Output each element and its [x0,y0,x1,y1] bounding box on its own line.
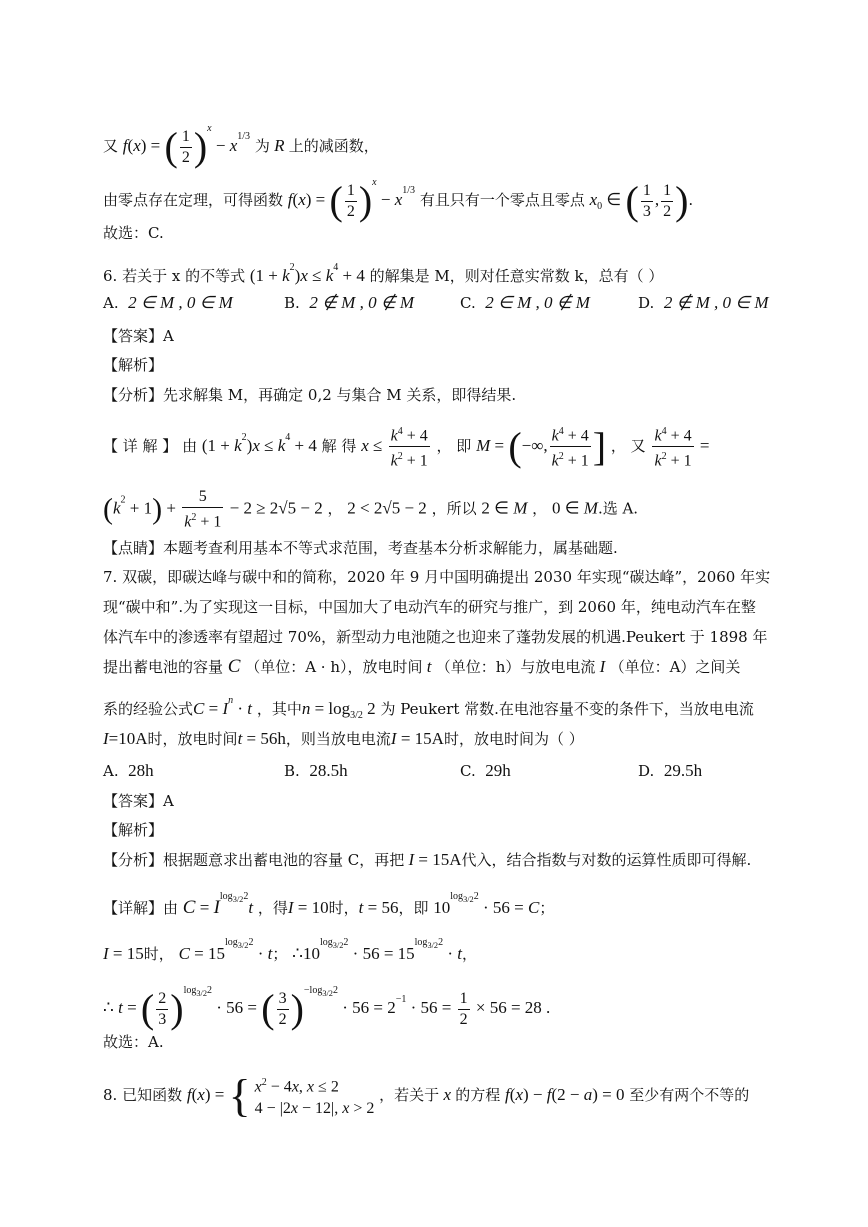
q7-para-1: 7. 双碳，即碳达峰与碳中和的简称，2020 年 9 月中国明确提出 2030 年实现“碳达峰”，2060 年实 [103,568,771,586]
q7-para-2: 现“碳中和”.为了实现这一目标，中国加大了电动汽车的研究与推广，到 2060 年，纯电动汽车在整 [103,598,756,616]
q6-answer: 【答案】A [103,327,174,345]
line-zero-existence: 由零点存在定理，可得函数 f(x) = ( $\frac{1}{2}$ )$^x - x^{1/3}$ 有且只有一个零点且零点 $x_0$ ∈ ( $\frac{1}{3}$ , $\frac{1}{2}$ ). [103,177,694,223]
line-choose-c: 故选：C. [103,224,164,242]
q6-analysis-heading: 【解析】 [103,356,164,374]
q6-detail-line-2: $(k^2 + 1)$ + $\frac{5}{k^2 + 1}$ − 2 ≥ 2√5 − 2 ， 2 < 2√5 − 2 ，所以 2 ∈ M ， 0 ∈ M.选 A. [103,488,639,531]
q7-analysis-heading: 【解析】 [103,821,164,839]
q8-stem: 8. 已知函数 f(x) = { $x^2 - 4x$, x ≤ 2 4 − |2x − 12|, x > 2 ，若关于 x 的方程 f(x) − f(2 − a) = 0 至少有两个不等的 [103,1070,750,1122]
q7-end: 故选：A. [103,1033,164,1051]
q7-para-3: 体汽车中的渗透率有望超过 70%，新型动力电池随之也迎来了蓬勃发展的机遇.Peukert 于 1898 年 [103,628,768,646]
q6-option-b[interactable]: B. 2 ∉ M , 0 ∉ M [284,293,415,312]
q6-option-a[interactable]: A. 2 ∈ M , 0 ∈ M [103,293,233,312]
q7-answer: 【答案】A [103,792,174,810]
line-decreasing-function: 又 f(x) = ( $\frac{1}{2}$ )$^x - x^{1/3}$ 为 R 上的减函数， [103,123,379,169]
q6-stem: 6. 若关于 x 的不等式 $(1 + k^2)x \le k^4 + 4$ 的解集是 M，则对任意实常数 k，总有（ ） [103,262,664,285]
q7-option-c[interactable]: C. 29h [460,761,511,780]
q6-dianjing: 【点睛】本题考查利用基本不等式求范围，考查基本分析求解能力，属基础题. [103,539,618,557]
q7-option-d[interactable]: D. 29.5h [638,761,703,780]
q7-para-4: 提出蓄电池的容量 C （单位：A · h），放电时间 t （单位：h）与放电电流 I （单位：A）之间关 [103,656,741,677]
q7-detail-line-1: 【详解】由 $C = I^{log_{3/2}2}t$ ，得I = 10时，t = 56，即 $10^{log_{3/2}2} \cdot 56 = C$； [103,891,555,918]
piecewise-cases: $x^2 - 4x$, x ≤ 2 4 − |2x − 12|, x > 2 [254,1077,375,1118]
q7-para-5: 系的经验公式$C = I^n \cdot t$ ，其中$n = \log_{3/2} 2$ 为 Peukert 常数.在电池容量不变的条件下，当放电电流 [103,695,754,721]
fraction-half: $\frac{1}{2}$ [181,127,190,166]
q6-option-d[interactable]: D. 2 ∉ M , 0 ∈ M [638,293,769,312]
q7-option-a[interactable]: A. 28h [103,761,154,780]
q7-detail-line-2: I = 15时， $C = 15^{log_{3/2}2} \cdot t$； $\therefore 10^{log_{3/2}2} \cdot 56 = 15^{log_{3/2}2} \cdot t$， [103,937,478,963]
q6-option-c[interactable]: C. 2 ∈ M , 0 ∉ M [460,293,590,312]
q7-option-b[interactable]: B. 28.5h [284,761,348,780]
q7-fenxi: 【分析】根据题意求出蓄电池的容量 C，再把 I = 15A代入，结合指数与对数的运算性质即可得解. [103,850,752,869]
q7-para-6: I=10A时，放电时间t = 56h，则当放电电流I = 15A时，放电时间为（ ） [103,729,584,748]
q7-detail-line-3: ∴ t = ( $\frac{2}{3}$ )$^{log_{3/2}2}$ · 56 = ( $\frac{3}{2}$ )$^{-log_{3/2}2} \cdot 56 = 2^{-1} \cdot 56$ = $\frac{1}{2}$ × 56 = 28 . [103,985,551,1031]
q6-detail-line-1: 【 详 解 】 由 $(1 + k^2)x \le k^4 + 4$ 解 得 x ≤ $\frac{k^4 + 4}{k^2 + 1}$ ， 即 M = (−∞, $\frac{k^4 + 4}{k^2 + 1}$ ] ， 又 $\frac{k^4 + 4}{k^2 + 1}$ = [103,423,710,470]
q6-fenxi: 【分析】先求解集 M，再确定 0,2 与集合 M 关系，即得结果. [103,386,517,404]
